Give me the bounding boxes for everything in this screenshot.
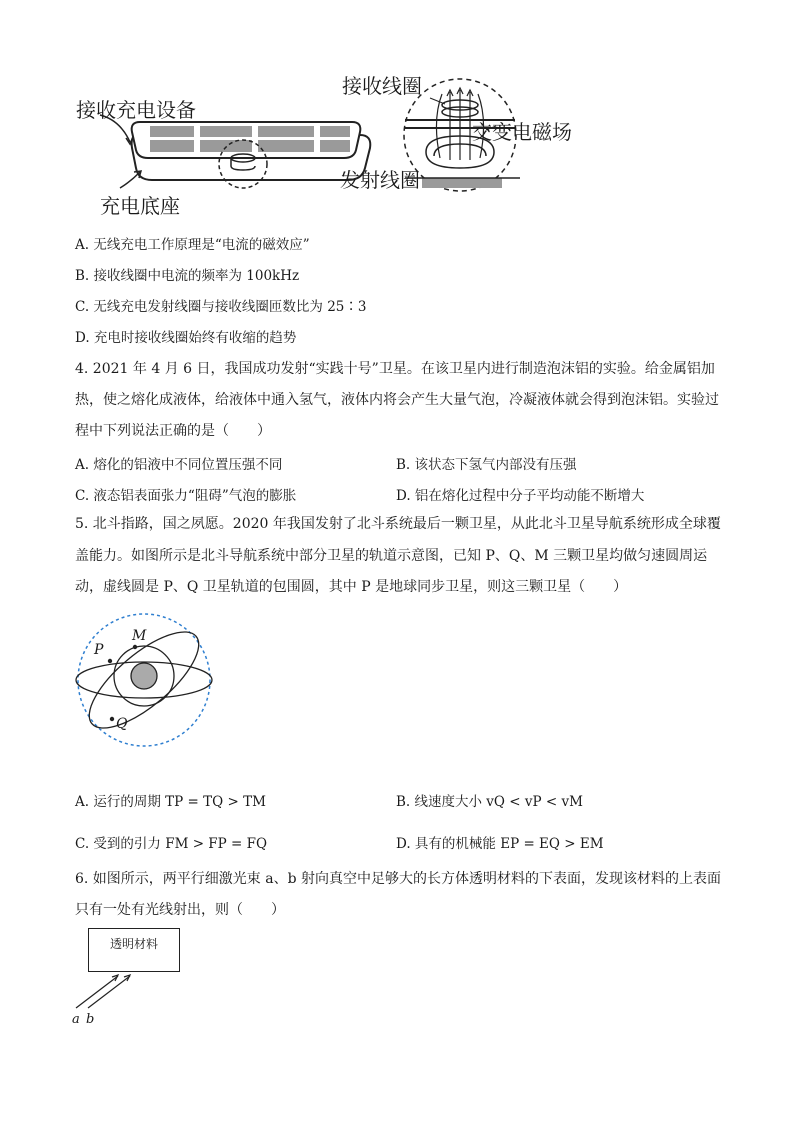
q5-option-d: D. 具有的机械能 EP = EQ > EM xyxy=(396,836,604,852)
label-alternating-field: 交变电磁场 xyxy=(472,120,572,144)
label-receiving-coil: 接收线圈 xyxy=(342,74,422,98)
label-beam-a: a xyxy=(72,1012,80,1027)
satellite-orbit-figure xyxy=(72,612,217,747)
material-label: 透明材料 xyxy=(109,937,158,951)
q4-option-a: A. 熔化的铝液中不同位置压强不同 xyxy=(75,457,283,473)
wireless-charging-figure xyxy=(60,60,620,220)
q5-stem-line1: 5. 北斗指路，国之夙愿。2020 年我国发射了北斗系统最后一颗卫星，从此北斗卫星导航系统形成全球覆 xyxy=(75,516,721,532)
label-satellite-m: M xyxy=(132,628,147,644)
q5-option-a: A. 运行的周期 TP = TQ > TM xyxy=(75,794,266,810)
q3-option-c: C. 无线充电发射线圈与接收线圈匝数比为 25∶3 xyxy=(75,299,367,315)
satellite-p-dot xyxy=(108,659,112,663)
q6-stem-line1: 6. 如图所示，两平行细激光束 a、b 射向真空中足够大的长方体透明材料的下表面，发现该材料的上表面 xyxy=(75,871,722,887)
q4-option-c: C. 液态铝表面张力“阻碍”气泡的膨胀 xyxy=(75,488,297,504)
q5-stem-line3: 动，虚线圆是 P、Q 卫星轨道的包围圆，其中 P 是地球同步卫星，则这三颗卫星（ ） xyxy=(75,579,628,595)
q3-option-b: B. 接收线圈中电流的频率为 100kHz xyxy=(75,268,300,284)
satellite-q-dot xyxy=(110,717,114,721)
label-beam-b: b xyxy=(86,1012,95,1027)
label-satellite-p: P xyxy=(94,642,104,658)
q4-option-d: D. 铝在熔化过程中分子平均动能不断增大 xyxy=(396,488,645,504)
q4-stem-line3: 程中下列说法正确的是（ ） xyxy=(75,423,271,439)
q5-stem-line2: 盖能力。如图所示是北斗导航系统中部分卫星的轨道示意图，已知 P、Q、M 三颗卫星均做匀速圆周运 xyxy=(75,548,708,564)
q5-option-c: C. 受到的引力 FM > FP = FQ xyxy=(75,836,268,852)
laser-material-figure xyxy=(68,928,198,1028)
q4-option-b: B. 该状态下氢气内部没有压强 xyxy=(396,457,577,473)
q5-option-b: B. 线速度大小 vQ < vP < vM xyxy=(396,794,583,810)
q4-stem-line2: 热，使之熔化成液体，给液体中通入氢气，液体内将会产生大量气泡，冷凝液体就会得到泡沫铝。实验过 xyxy=(75,392,719,408)
q6-stem-line2: 只有一处有光线射出，则（ ） xyxy=(75,902,285,918)
label-satellite-q: Q xyxy=(116,716,128,732)
label-receiving-device: 接收充电设备 xyxy=(76,98,196,122)
satellite-m-dot xyxy=(133,645,137,649)
q3-option-a: A. 无线充电工作原理是“电流的磁效应” xyxy=(75,237,310,253)
q3-option-d: D. 充电时接收线圈始终有收缩的趋势 xyxy=(75,330,297,346)
label-transmitting-coil: 发射线圈 xyxy=(340,168,420,192)
q4-stem-line1: 4. 2021 年 4 月 6 日，我国成功发射“实践十号”卫星。在该卫星内进行制造泡沫铝的实验。给金属铝加 xyxy=(75,361,715,377)
label-charging-base: 充电底座 xyxy=(100,194,180,218)
